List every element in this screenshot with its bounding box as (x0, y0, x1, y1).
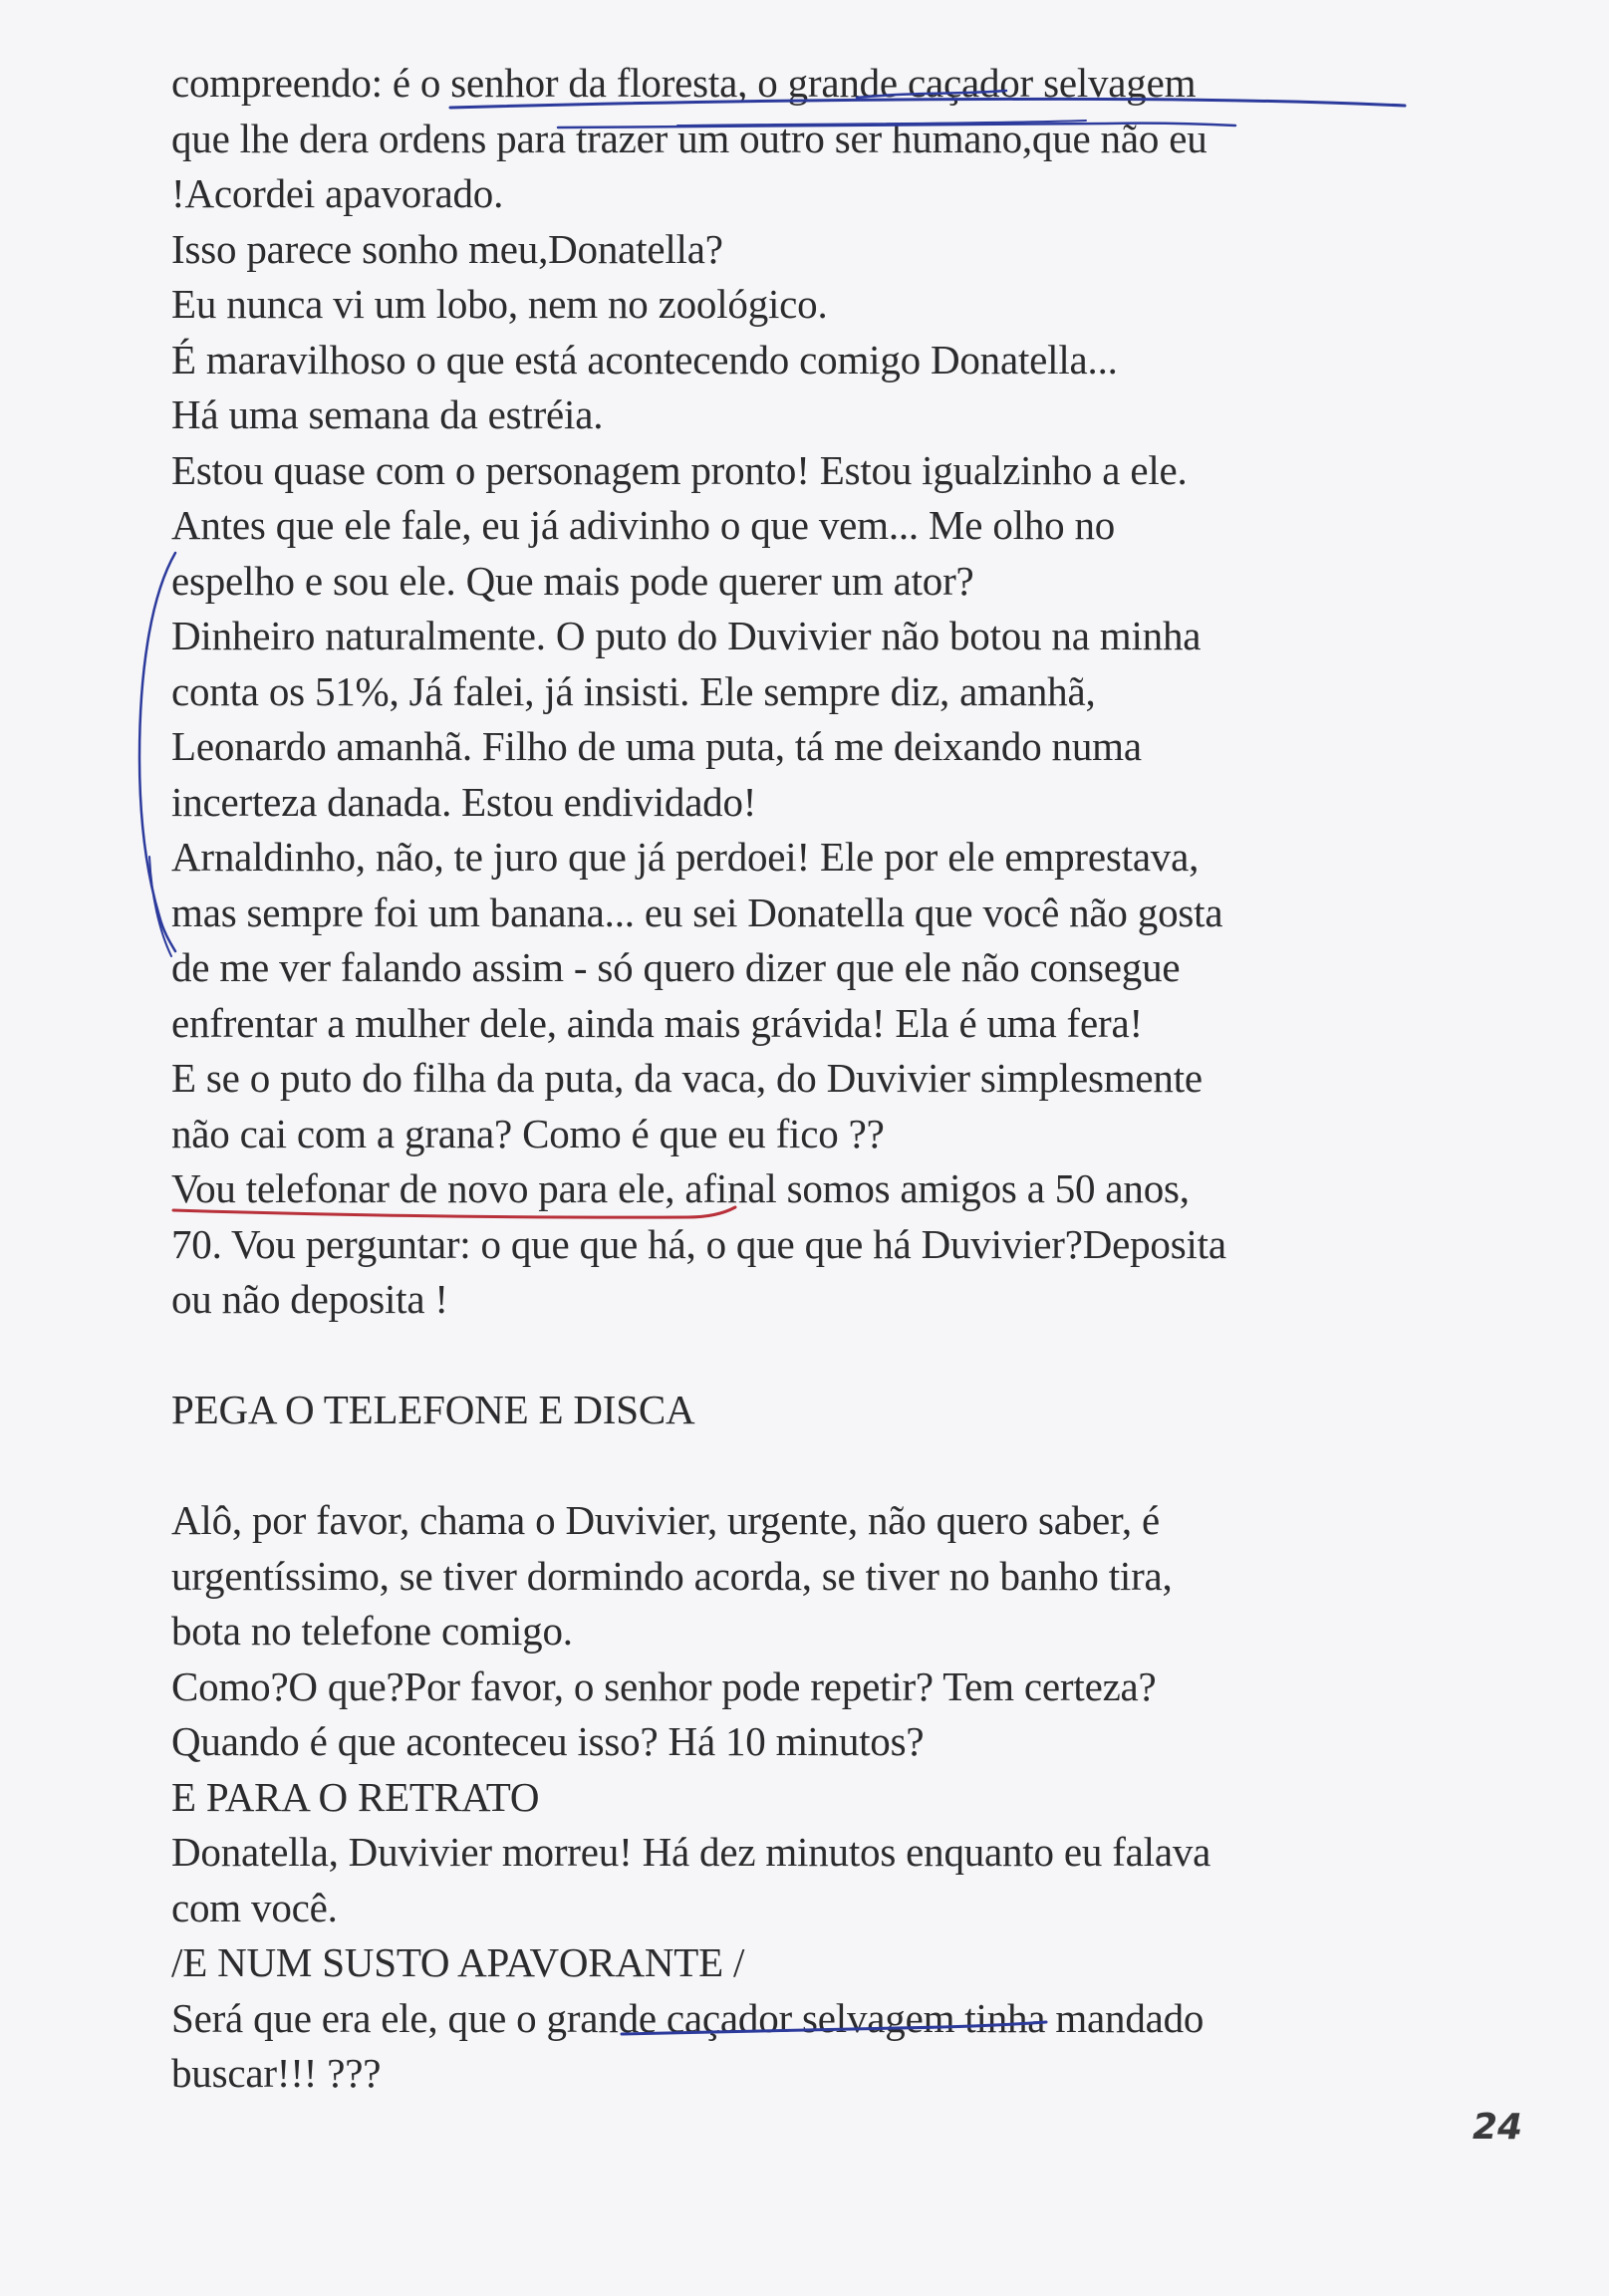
stage-direction: /E NUM SUSTO APAVORANTE / (171, 1939, 745, 1985)
text-line: não cai com a grana? Como é que eu fico ?? (171, 1110, 885, 1156)
text-line: Arnaldinho, não, te juro que já perdoei! Ele por ele emprestava, (171, 834, 1200, 880)
text-line: Antes que ele fale, eu já adivinho o que vem... Me olho no (171, 502, 1116, 548)
text-line: Há uma semana da estréia. (171, 391, 604, 437)
text-line: que lhe dera ordens para trazer um outro ser humano,que não eu (171, 115, 1207, 161)
margin-bracket-mark (139, 553, 175, 951)
text-line: urgentíssimo, se tiver dormindo acorda, se tiver no banho tira, (171, 1552, 1173, 1599)
text-body (171, 56, 1467, 2102)
text-line: Será que era ele, que o grande caçador selvagem tinha mandado (171, 1994, 1205, 2041)
text-line: incerteza danada. Estou endividado! (171, 778, 757, 825)
text-line: E se o puto do filha da puta, da vaca, do Duvivier simplesmente (171, 1055, 1203, 1101)
text-line: bota no telefone comigo. (171, 1608, 573, 1654)
text-line: ou não deposita ! (171, 1276, 448, 1322)
blank-line (171, 1328, 1467, 1384)
text-line: de me ver falando assim - só quero dizer que ele não consegue (171, 944, 1181, 990)
blank-line (171, 1438, 1467, 1494)
text-line: Dinheiro naturalmente. O puto do Duvivier não botou na minha (171, 613, 1202, 658)
text-line: É maravilhoso o que está acontecendo comigo Donatella... (171, 336, 1118, 383)
page-number: 24 (1473, 2107, 1523, 2148)
text-line: compreendo: é o senhor da floresta, o grande caçador selvagem (171, 60, 1197, 106)
text-line: enfrentar a mulher dele, ainda mais grávida! Ela é uma fera! (171, 999, 1143, 1046)
text-line: Quando é que aconteceu isso? Há 10 minutos? (171, 1718, 925, 1764)
text-line: mas sempre foi um banana... eu sei Donatella que você não gosta (171, 889, 1223, 935)
text-line: Estou quase com o personagem pronto! Estou igualzinho a ele. (171, 446, 1188, 493)
text-line: Alô, por favor, chama o Duvivier, urgente, não quero saber, é (171, 1497, 1160, 1543)
text-line: buscar!!! ??? (171, 2050, 382, 2096)
stage-direction: E PARA O RETRATO (171, 1773, 540, 1820)
stage-direction: PEGA O TELEFONE E DISCA (171, 1387, 695, 1432)
text-line: Eu nunca vi um lobo, nem no zoológico. (171, 281, 828, 327)
text-line: !Acordei apavorado. (171, 170, 504, 216)
text-line: 70. Vou perguntar: o que que há, o que que há Duvivier?Deposita (171, 1220, 1226, 1267)
text-line: com você. (171, 1884, 338, 1930)
text-line: Vou telefonar de novo para ele, afinal somos amigos a 50 anos, (171, 1165, 1190, 1211)
text-line: espelho e sou ele. Que mais pode querer um ator? (171, 557, 974, 604)
text-line: Donatella, Duvivier morreu! Há dez minutos enquanto eu falava (171, 1829, 1211, 1875)
text-line: Isso parece sonho meu,Donatella? (171, 225, 723, 272)
text-line: conta os 51%, Já falei, já insisti. Ele sempre diz, amanhã, (171, 667, 1096, 714)
text-line: Como?O que?Por favor, o senhor pode repetir? Tem certeza? (171, 1662, 1157, 1709)
text-line: Leonardo amanhã. Filho de uma puta, tá me deixando numa (171, 723, 1142, 769)
margin-bracket-mark (149, 857, 171, 956)
